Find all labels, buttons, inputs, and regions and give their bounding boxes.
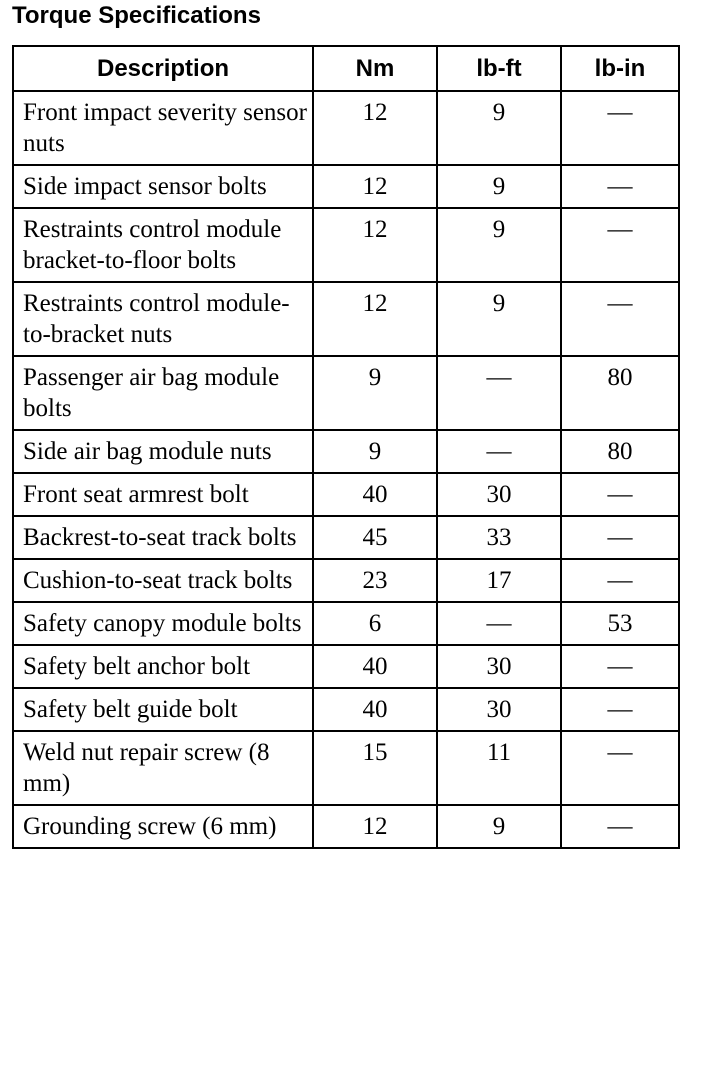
lbft-cell: 9 [437,91,561,165]
lbin-cell: — [561,91,679,165]
lbin-cell: — [561,208,679,282]
description-cell: Safety belt guide bolt [13,688,313,731]
lbft-cell: 9 [437,208,561,282]
lbft-cell: — [437,430,561,473]
nm-cell: 40 [313,473,437,516]
lbft-cell: 17 [437,559,561,602]
table-row [13,559,679,602]
lbin-cell: — [561,645,679,688]
table-row [13,731,679,805]
lbft-cell: — [437,602,561,645]
lbft-cell: 30 [437,688,561,731]
column-header-lbft: lb-ft [437,46,561,91]
nm-cell: 6 [313,602,437,645]
table-row [13,430,679,473]
nm-cell: 40 [313,688,437,731]
nm-cell: 12 [313,805,437,848]
lbin-cell: 53 [561,602,679,645]
description-cell: Front impact severity sensor nuts [13,91,313,165]
page-title: Torque Specifications [12,2,261,29]
description-cell: Weld nut repair screw (8 mm) [13,731,313,805]
nm-cell: 9 [313,356,437,430]
description-cell: Side impact sensor bolts [13,165,313,208]
description-cell: Safety belt anchor bolt [13,645,313,688]
nm-cell: 12 [313,165,437,208]
table-row [13,688,679,731]
description-cell: Restraints control module-to-bracket nuts [13,282,313,356]
lbft-cell: 30 [437,473,561,516]
description-cell: Side air bag module nuts [13,430,313,473]
lbin-cell: — [561,282,679,356]
lbft-cell: 11 [437,731,561,805]
table-header-row [13,46,679,91]
description-cell: Passenger air bag module bolts [13,356,313,430]
table-row [13,805,679,848]
nm-cell: 12 [313,208,437,282]
lbin-cell: 80 [561,356,679,430]
table-row [13,208,679,282]
nm-cell: 23 [313,559,437,602]
torque-spec-table [12,45,680,849]
lbft-cell: 9 [437,282,561,356]
table-row [13,356,679,430]
lbft-cell: 33 [437,516,561,559]
column-header-nm: Nm [313,46,437,91]
table-row [13,602,679,645]
nm-cell: 45 [313,516,437,559]
lbin-cell: — [561,165,679,208]
lbft-cell: 30 [437,645,561,688]
lbin-cell: — [561,731,679,805]
table-body [13,91,679,848]
lbin-cell: — [561,473,679,516]
lbft-cell: 9 [437,805,561,848]
lbin-cell: — [561,516,679,559]
description-cell: Front seat armrest bolt [13,473,313,516]
nm-cell: 9 [313,430,437,473]
lbft-cell: 9 [437,165,561,208]
nm-cell: 12 [313,282,437,356]
description-cell: Grounding screw (6 mm) [13,805,313,848]
nm-cell: 12 [313,91,437,165]
description-cell: Cushion-to-seat track bolts [13,559,313,602]
nm-cell: 40 [313,645,437,688]
table-row [13,165,679,208]
table-row [13,282,679,356]
nm-cell: 15 [313,731,437,805]
lbin-cell: — [561,805,679,848]
table-row [13,516,679,559]
lbin-cell: — [561,559,679,602]
column-header-description: Description [13,46,313,91]
description-cell: Restraints control module bracket-to-floor bolts [13,208,313,282]
description-cell: Backrest-to-seat track bolts [13,516,313,559]
description-cell: Safety canopy module bolts [13,602,313,645]
table-row [13,645,679,688]
lbin-cell: 80 [561,430,679,473]
table-row [13,473,679,516]
lbin-cell: — [561,688,679,731]
column-header-lbin: lb-in [561,46,679,91]
table-row [13,91,679,165]
lbft-cell: — [437,356,561,430]
